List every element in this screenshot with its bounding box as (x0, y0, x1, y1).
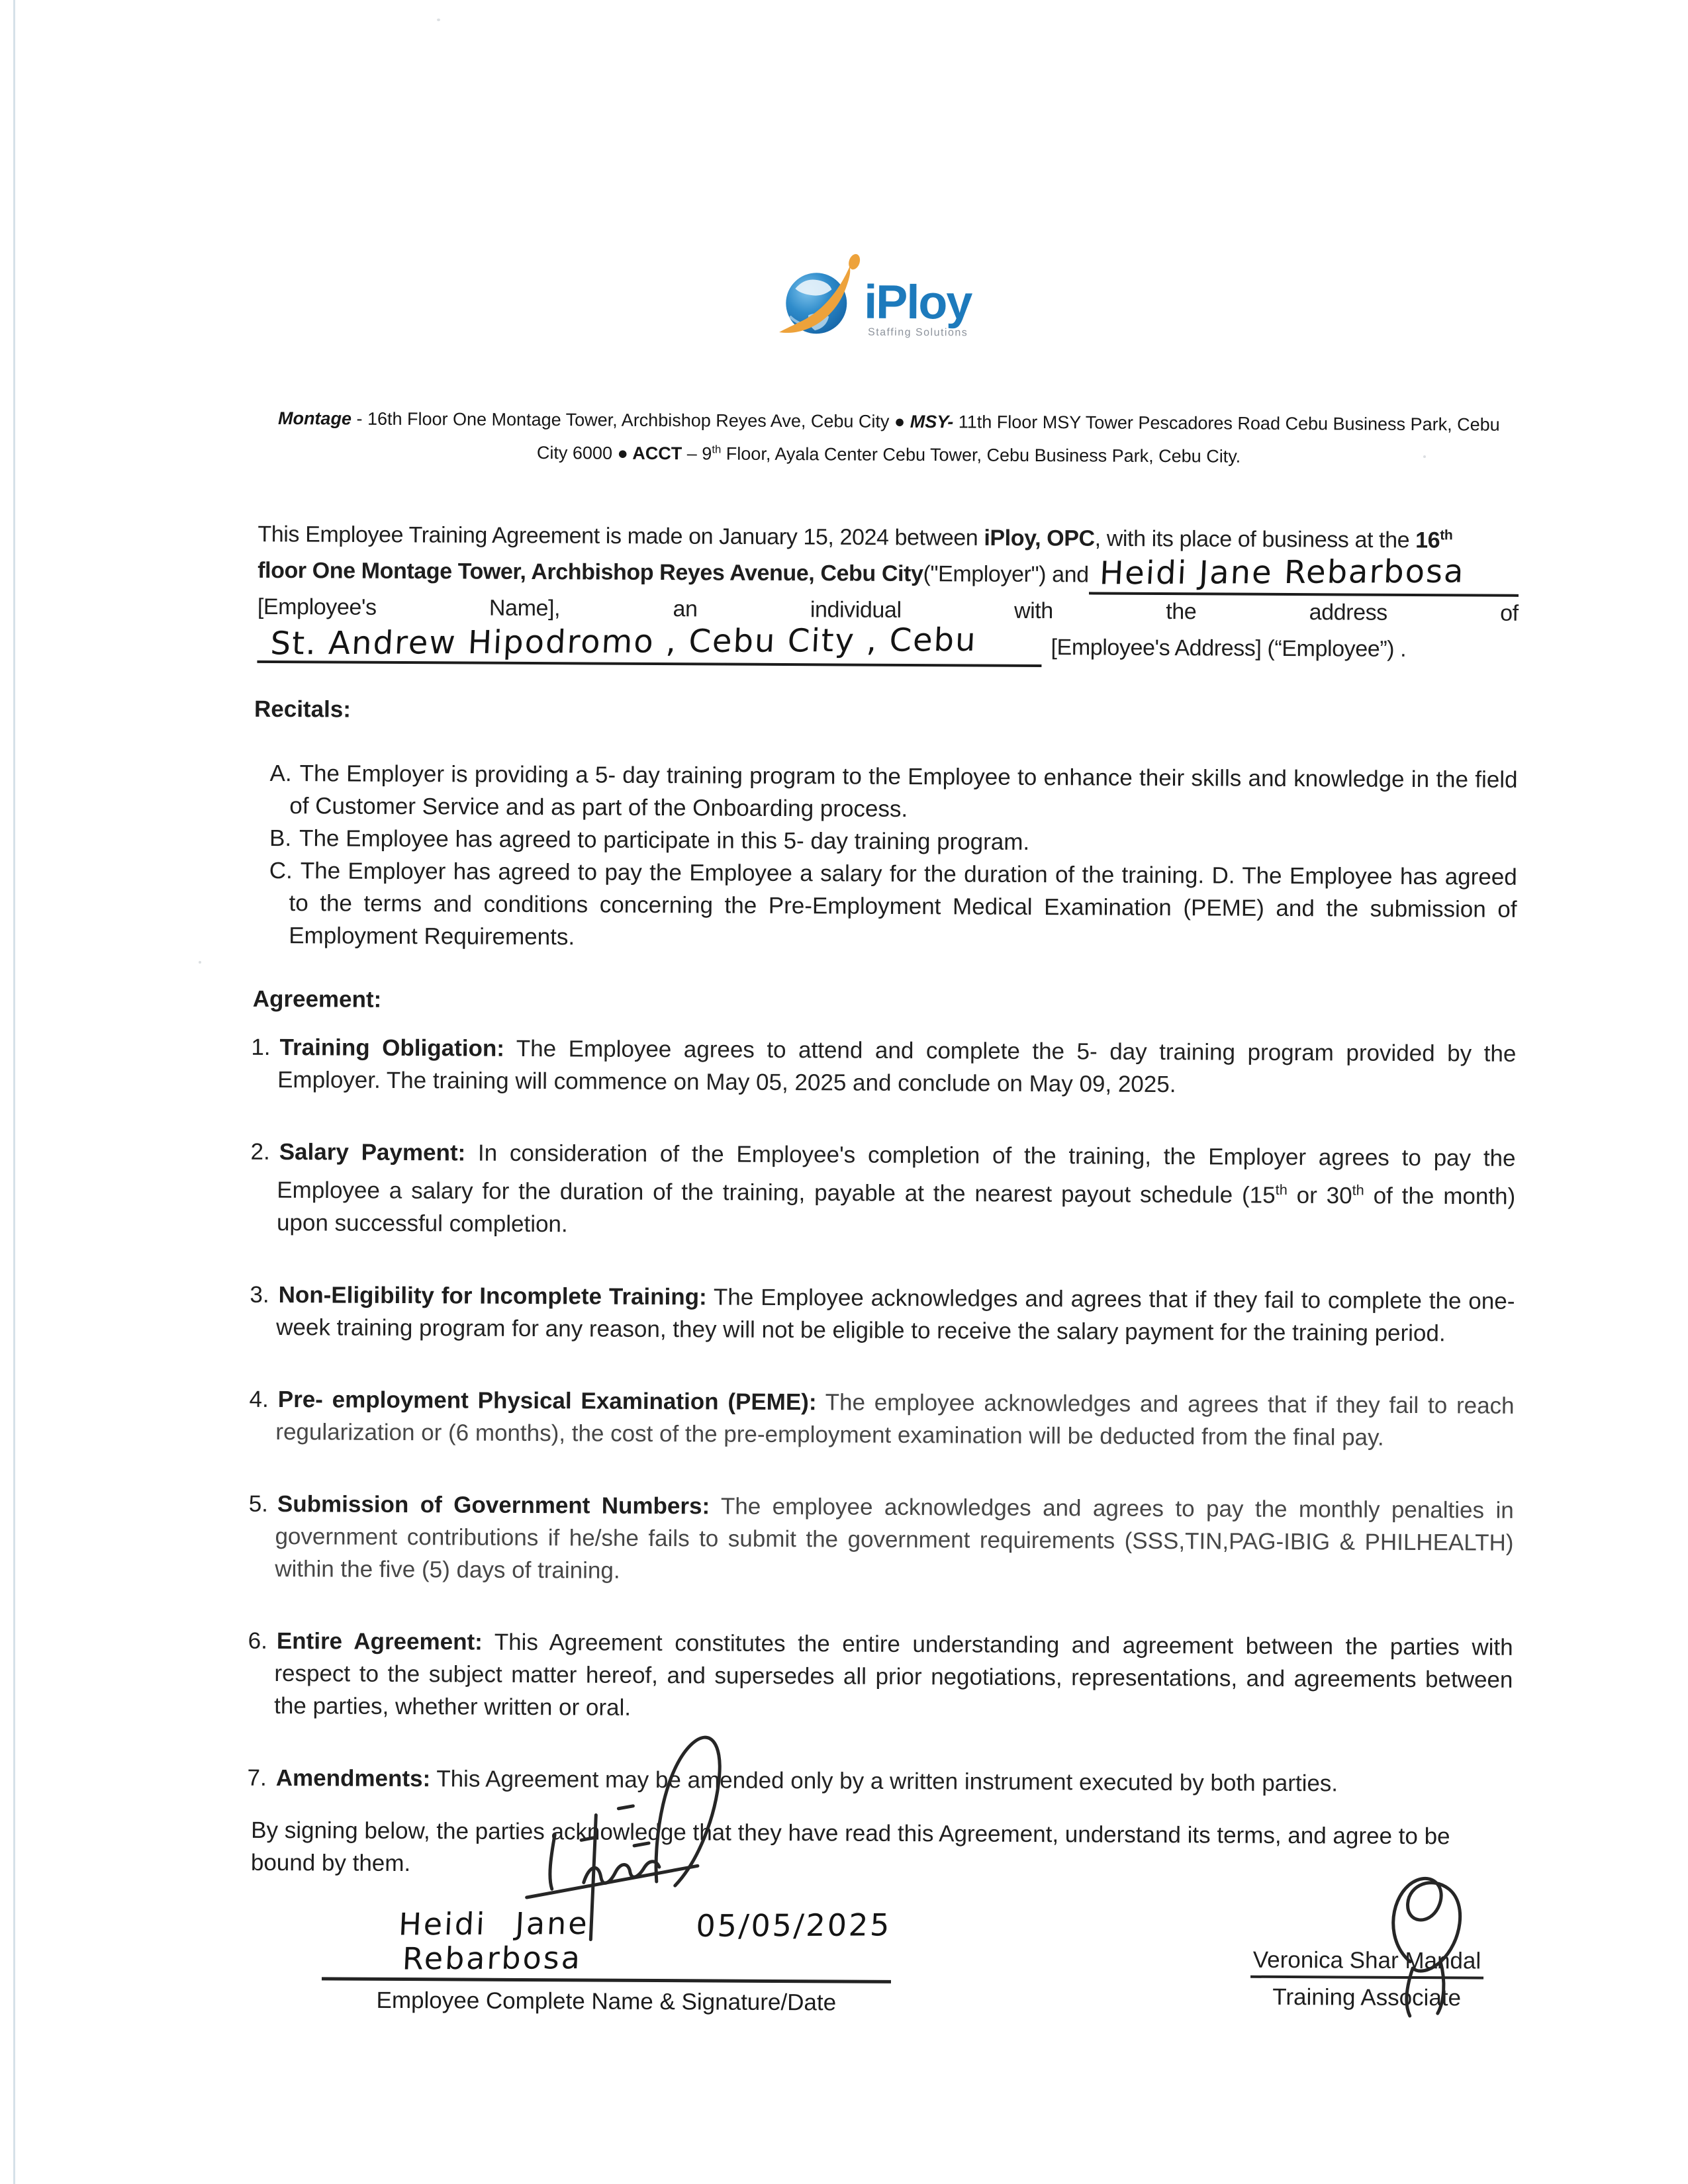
employee-signature-label: Employee Complete Name & Signature/Date (376, 1987, 837, 2016)
trainer-title: Training Associate (1272, 1983, 1462, 2011)
document-content (247, 0, 1522, 2020)
agreement-item-6: 6. Entire Agreement: This Agreement constitutes the entire understanding and agreement between the parties with respect to the subject matter hereof, and supersedes all prior negotiations, representations, and agreements between the parties, whether written or oral. (248, 1627, 1513, 1721)
address-line-2: City 6000 ● ACCT – 9th Floor, Ayala Center Cebu Tower, Cebu Business Park, Cebu City. (536, 443, 1241, 467)
employee-name-field (1089, 553, 1519, 597)
recital-item-a: A. The Employer is providing a 5- day training program to the Employee to enhance their skills and knowledge in the field of Customer Service and as part of the Onboarding process. (269, 760, 1518, 823)
recital-item-c: C. The Employer has agreed to pay the Employee a salary for the duration of the training. D. The Employee has agreed to the terms and conditions concerning the Pre-Employment Medical Examination (PEME) and the submission of Employment Requirements. (269, 858, 1517, 950)
employee-signature-name-handwriting: Heidi Jane Rebarbosa (397, 1905, 590, 1977)
company-logo (259, 250, 1521, 347)
agreement-item-3: 3. Non-Eligibility for Incomplete Training: The Employee acknowledges and agrees that if they fail to complete the one-week training program for any reason, they will not be eligible to receive the salary payment for the training period. (250, 1281, 1515, 1347)
trainer-signature-block (1250, 1945, 1483, 2014)
recitals-list (256, 757, 1518, 958)
agreement-item-2: 2. Salary Payment: In consideration of the Employee's completion of the training, the Employer agrees to pay the Employee a salary for the duration of the training, payable at the nearest payout schedule (15th or 30th of the month) upon successful completion. (250, 1139, 1516, 1238)
brand-wordmark: iPloy (864, 275, 972, 330)
address-acct-label: ACCT (628, 443, 682, 464)
trainer-name: Veronica Shar Mandal (1250, 1945, 1484, 1979)
employee-address-field (257, 621, 1041, 667)
intro-line-4: St. Andrew Hipodromo , Cebu City , Cebu [Employee's Address] (“Employee”) . (257, 624, 1518, 670)
signature-row (250, 1905, 1512, 2020)
bullet-icon: ● (617, 443, 628, 463)
employee-address-handwriting: St. Andrew Hipodromo , Cebu City , Cebu (269, 621, 978, 662)
office-address-block (258, 404, 1519, 473)
recitals-heading: Recitals: (254, 696, 352, 723)
employee-signature-rule (322, 1977, 891, 1983)
agreement-item-4: 4. Pre- employment Physical Examination (PEME): The employee acknowledges and agrees that if they fail to reach regularization or (6 months), the cost of the pre-employment examination will be deducted from the final pay. (249, 1386, 1515, 1451)
agreement-item-7: 7. Amendments: This Agreement may be amended only by a written instrument executed by both parties. (247, 1764, 1338, 1797)
iploy-logo-icon (775, 253, 1004, 344)
address-line-1: Montage - 16th Floor One Montage Tower, Archbishop Reyes Ave, Cebu City ● MSY- 11th Floor MSY Tower Pescadores Road Cebu Business Park, Cebu (277, 408, 1500, 435)
employee-name-handwriting: Heidi Jane Rebarbosa (1098, 553, 1466, 592)
closing-statement: By signing below, the parties acknowledge that they have read this Agreement, understand its terms, and agree to be bound by them. (250, 1817, 1450, 1877)
intro-line-1: This Employee Training Agreement is made on January 15, 2024 between iPloy, OPC, with its place of business at the 16th (258, 522, 1453, 553)
intro-line-3: [Employee's Name], an individual with the address of (257, 594, 1519, 627)
employee-signature-block (322, 1905, 892, 2017)
intro-paragraph (257, 512, 1519, 670)
employee-signature-line-content (322, 1905, 892, 1978)
agreement-item-1: 1. Training Obligation: The Employee agrees to attend and complete the 5- day training program provided by the Employer. The training will commence on May 05, 2025 and conclude on May 09, 2025. (251, 1034, 1517, 1098)
agreement-heading: Agreement: (252, 986, 382, 1013)
brand-tagline: Staffing Solutions (868, 326, 968, 339)
intro-line-2: floor One Montage Tower, Archbishop Reyes Avenue, Cebu City ("Employer") and Heidi Jane Rebarbosa (258, 551, 1519, 597)
employee-signature-date-handwriting: 05/05/2025 (695, 1907, 892, 1944)
bullet-icon: ● (894, 411, 906, 432)
address-montage-label: Montage (277, 408, 352, 429)
agreement-item-5: 5. Submission of Government Numbers: The employee acknowledges and agrees to pay the monthly penalties in government contributions if he/she fails to submit the government requirements (SSS,TIN,PAG-IBIG & PHILHEALTH) within the five (5) days of training. (248, 1490, 1514, 1584)
agreement-list (247, 1031, 1517, 1801)
address-msy-label: MSY- (905, 411, 954, 432)
recital-item-b: B. The Employee has agreed to participate in this 5- day training program. (269, 825, 1030, 856)
